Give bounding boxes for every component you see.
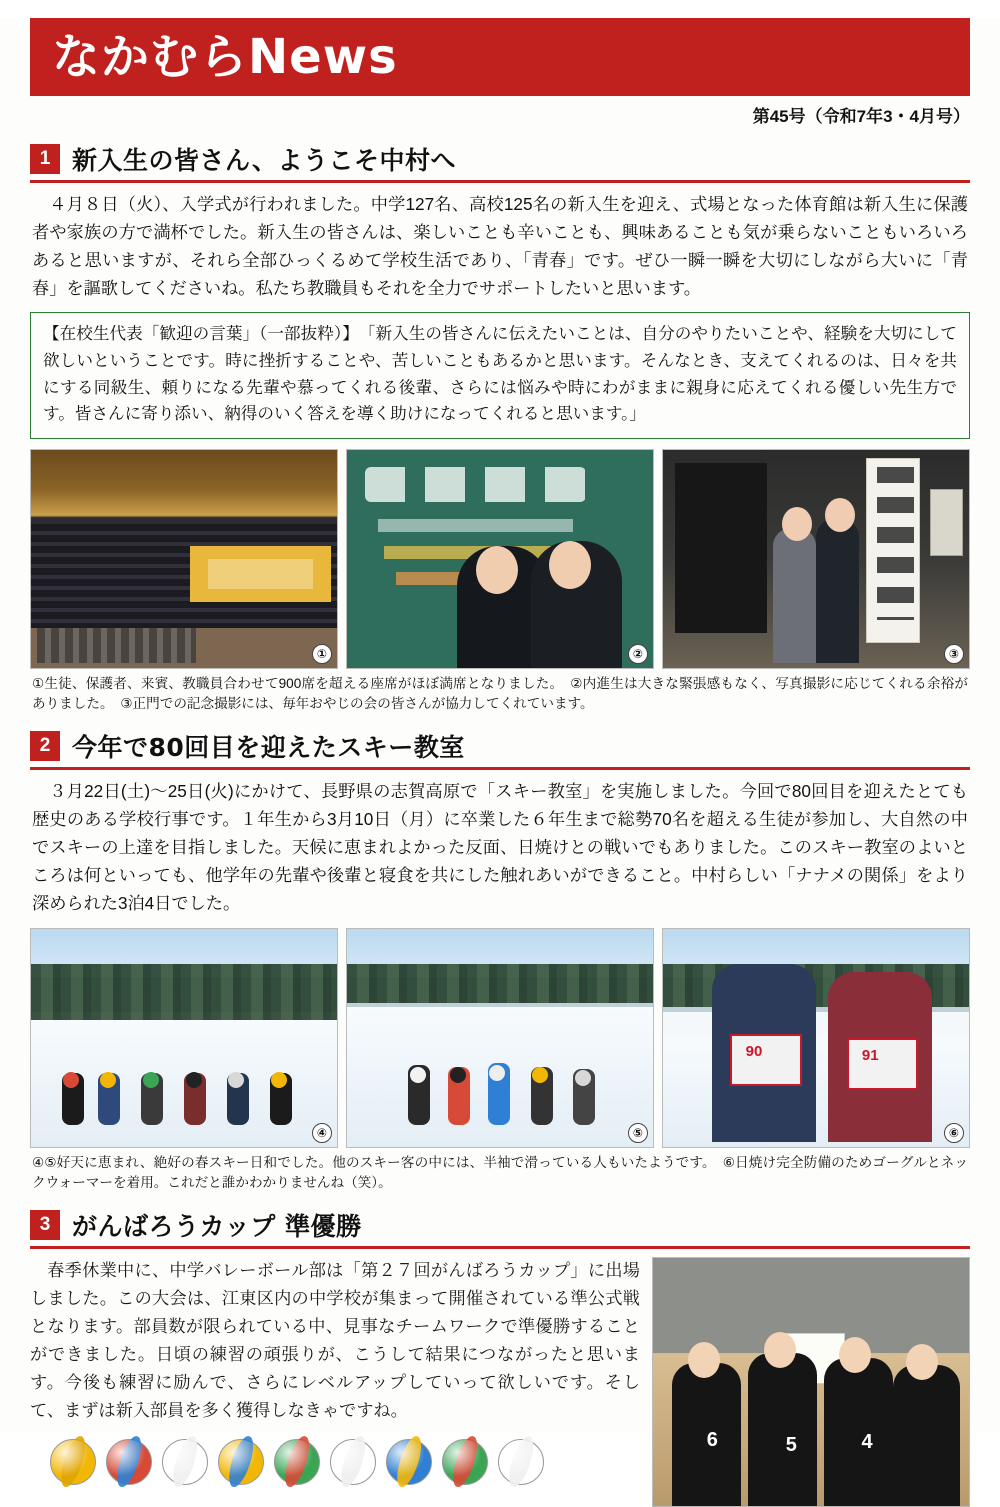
- photo-badge-3: ③: [944, 644, 964, 664]
- jersey-number-4: 4: [861, 1431, 873, 1454]
- photo-badge-2: ②: [628, 644, 648, 664]
- blackboard-scene: [347, 450, 653, 668]
- masthead-banner: [30, 18, 970, 96]
- volleyball-decoration-row: [50, 1439, 640, 1485]
- photo-row-ceremony: [30, 449, 970, 669]
- photo-badge-6: ⑥: [944, 1123, 964, 1143]
- volleyball-icon: [218, 1439, 264, 1485]
- section-number-3: 3: [30, 1210, 60, 1240]
- photo-volleyball-team: [652, 1257, 970, 1507]
- section-header-2: [30, 728, 970, 770]
- section-body-1: ４月８日（火）、入学式が行われました。中学127名、高校125名の新入生を迎え、式場となった体育館は新入生に保護者や家族の方で満杯でした。新入生の皆さんは、楽しいことも辛いことも、興味あることも気が乗らないこともいろいろあると思いますが、それら全部ひっくるめて学校生活であり、「青春」です。ぜひ一瞬一瞬を大切にしながら大いに「青春」を謳歌してくださいね。私たち教職員もそれを全力でサポートしたいと思います。: [32, 194, 968, 298]
- jersey-number-6: 6: [706, 1428, 718, 1451]
- section-title-3: がんばろうカップ 準優勝: [72, 1212, 362, 1242]
- volleyball-icon: [106, 1439, 152, 1485]
- section-header-1: [30, 141, 970, 183]
- section-number-2: 2: [30, 731, 60, 761]
- bib-number-90: 90: [745, 1042, 763, 1060]
- ski-scene-2: [347, 929, 653, 1147]
- section-title-1: 新入生の皆さん、ようこそ中村へ: [72, 146, 457, 175]
- photo-school-gate: [662, 449, 970, 669]
- welcome-speech-quote: 【在校生代表「歓迎の言葉」（一部抜粋）】 「新入生の皆さんに伝えたいことは、自分のやりたいことや、経験を大切にして欲しいということです。時に挫折することや、苦しいこともあるかと思います。そんなとき、支えてくれるのは、日々を共にする同級生、頼りになる先輩や慕ってくれる後輩、さらには悩みや時にわがままに親身に応えてくれる優しい先生方です。皆さんに寄り添い、納得のいく答えを導く助けになってくれると思います。」: [30, 312, 970, 438]
- section-title-2: 今年で80回目を迎えたスキー教室: [72, 733, 465, 763]
- volleyball-icon: [330, 1439, 376, 1485]
- section-header-3: [30, 1207, 970, 1249]
- photo-ski-lesson: [346, 928, 654, 1148]
- section-body-2: ３月22日(土)〜25日(火)にかけて、長野県の志賀高原で「スキー教室」を実施しました。今回で80回目を迎えたとても歴史のある学校行事です。１年生から3月10日（月）に卒業した６年生まで総勢70名を超える生徒が参加し、大自然の中でスキーの上達を目指しました。天候に恵まれよかった反面、日焼けとの戦いでもありました。このスキー教室のよいところは何といっても、他学年の先輩や後輩と寝食を共にした触れあいができること。中村らしい「ナナメの関係」をより深められた3泊4日でした。: [32, 781, 968, 913]
- volleyball-icon: [50, 1439, 96, 1485]
- section-body-3: 春季休業中に、中学バレーボール部は「第２７回がんばろうカップ」に出場しました。この大会は、江東区内の中学校が集まって開催されている準公式戦となります。部員数が限られている中、見事なチームワークで準優勝することができました。日頃の練習の頑張りが、こうして結果につながったと思います。今後も練習に励んで、さらにレベルアップしていって欲しいです。そして、まずは新入部員を多く獲得しなきゃですね。: [30, 1260, 640, 1420]
- jersey-number-5: 5: [785, 1433, 797, 1456]
- page-title: なかむらNews: [52, 29, 398, 85]
- volleyball-icon: [498, 1439, 544, 1485]
- bib-number-91: 91: [861, 1046, 879, 1064]
- photo-row-ski: [30, 928, 970, 1148]
- photo-entrance-ceremony-hall: [30, 449, 338, 669]
- photo-caption-2: ④⑤好天に恵まれ、絶好の春スキー日和でした。他のスキー客の中には、半袖で滑っている人もいたようです。 ⑥日焼け完全防備のためゴーグルとネックウォーマーを着用。これだと誰かわかりませんね（笑）。: [32, 1154, 968, 1191]
- ski-scene-1: [31, 929, 337, 1147]
- volleyball-icon: [162, 1439, 208, 1485]
- photo-ski-slope-group: [30, 928, 338, 1148]
- volleyball-icon: [274, 1439, 320, 1485]
- photo-blackboard-students: [346, 449, 654, 669]
- volleyball-icon: [386, 1439, 432, 1485]
- photo-caption-1: ①生徒、保護者、来賓、教職員合わせて900席を超える座席がほぼ満席となりました。 ②内進生は大きな緊張感もなく、写真撮影に応じてくれる余裕がありました。 ③正門での記念撮影には、毎年おやじの会の皆さんが協力してくれています。: [32, 675, 968, 712]
- photo-badge-4: ④: [312, 1123, 332, 1143]
- photo-badge-1: ①: [312, 644, 332, 664]
- newsletter-page: [0, 18, 1000, 1456]
- photo-badge-5: ⑤: [628, 1123, 648, 1143]
- gym-ceremony-scene: [31, 450, 337, 668]
- volleyball-team-scene: [653, 1258, 969, 1506]
- issue-number: 第45号（令和7年3・4月号）: [752, 107, 970, 126]
- section-3-content: [30, 1257, 970, 1507]
- photo-ski-bib-closeup: [662, 928, 970, 1148]
- volleyball-icon: [442, 1439, 488, 1485]
- section-number-1: 1: [30, 144, 60, 174]
- entrance-sign-scene: [663, 450, 969, 668]
